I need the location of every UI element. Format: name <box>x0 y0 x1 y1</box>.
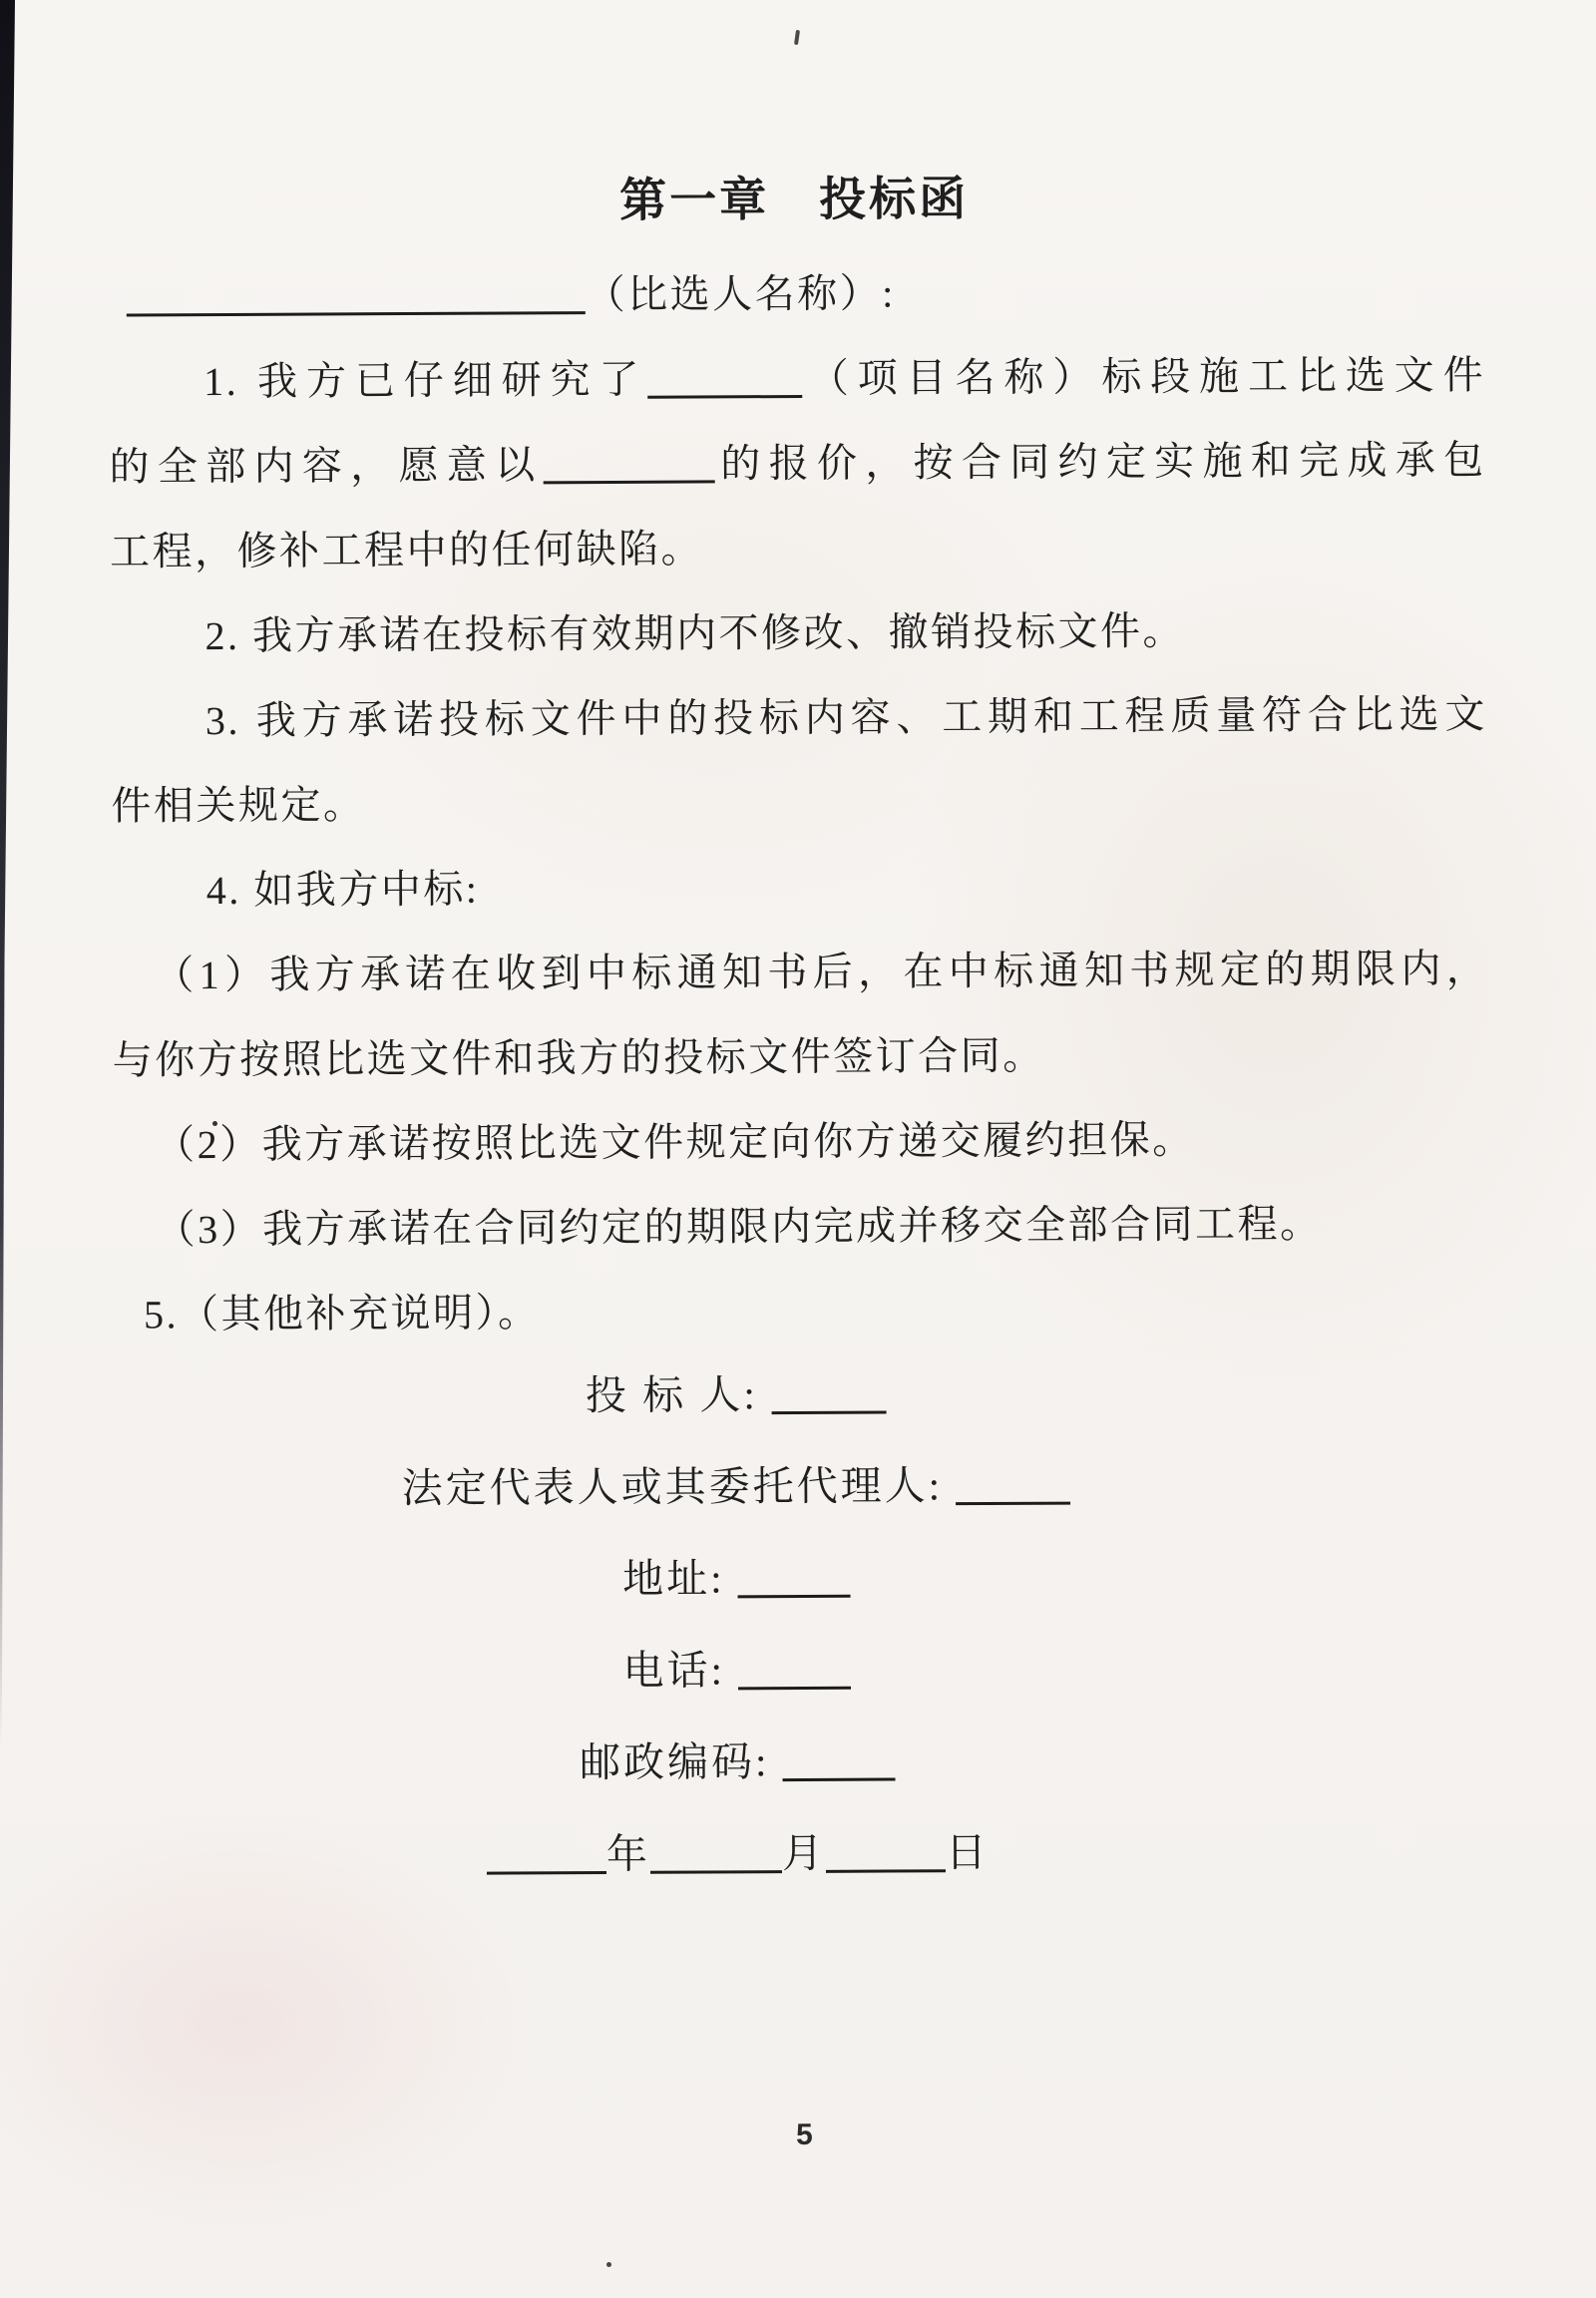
phone-label: 电话: <box>622 1647 739 1694</box>
text-segment: （项目名称）标段施工比选文件 <box>802 352 1486 401</box>
blank-agent <box>956 1494 1070 1506</box>
month-label: 月 <box>781 1829 827 1877</box>
blank-bidder <box>771 1403 886 1415</box>
signature-agent-line <box>13 1437 1459 1537</box>
address-label: 地址: <box>622 1555 738 1602</box>
blank-addressee-name <box>127 303 586 316</box>
day-label: 日 <box>945 1829 991 1876</box>
body-line-7 <box>112 841 1488 933</box>
signature-block <box>12 1345 1461 1904</box>
blank-day <box>826 1861 946 1873</box>
signature-bidder-line <box>12 1345 1458 1445</box>
body-line-8 <box>112 926 1488 1017</box>
signature-address-line <box>13 1529 1459 1629</box>
body-line-11 <box>113 1180 1489 1272</box>
page-number: 5 <box>795 2117 813 2152</box>
agent-label: 法定代表人或其委托代理人: <box>401 1462 957 1512</box>
blank-bid-price <box>544 472 715 484</box>
text-segment: 1. 我方已仔细研究了 <box>203 356 648 405</box>
text-segment: （3）我方承诺在合同约定的期限内完成并移交全部合同工程。 <box>155 1201 1323 1253</box>
year-label: 年 <box>605 1830 651 1878</box>
blank-month <box>650 1862 782 1874</box>
text-segment: 5.（其他补充说明）。 <box>143 1290 541 1338</box>
body-line-2 <box>109 417 1485 509</box>
signature-phone-line <box>14 1621 1460 1721</box>
text-segment: 2. 我方承诺在投标有效期内不修改、撤销投标文件。 <box>204 607 1186 659</box>
blank-postal <box>783 1769 896 1781</box>
blank-address <box>738 1587 851 1599</box>
blank-phone <box>738 1679 851 1691</box>
text-segment: 4. 如我方中标: <box>205 866 480 914</box>
signature-postal-line <box>14 1713 1460 1812</box>
body-line-12 <box>114 1265 1490 1356</box>
text-segment: 的报价，按合同约定实施和完成承包 <box>714 437 1486 487</box>
chapter-title: 第一章 投标函 <box>619 174 970 227</box>
blank-project-name <box>647 387 802 399</box>
salutation-label: （比选人名称）: <box>585 270 896 318</box>
postal-label: 邮政编码: <box>579 1738 783 1786</box>
body-line-9 <box>113 1010 1489 1102</box>
text-segment: （2）我方承诺按照比选文件规定向你方递交履约担保。 <box>155 1116 1195 1168</box>
text-segment: 的全部内容，愿意以 <box>109 442 544 490</box>
body-line-5 <box>111 671 1487 763</box>
signature-date-line <box>15 1804 1461 1904</box>
body-line-6 <box>111 756 1487 848</box>
text-segment: 与你方按照比选文件和我方的投标文件签订合同。 <box>112 1032 1045 1083</box>
salutation-line <box>109 247 1485 339</box>
body-line-1 <box>109 332 1485 424</box>
body-line-3 <box>110 502 1486 593</box>
body-line-10 <box>113 1095 1489 1187</box>
text-segment: 3. 我方承诺投标文件中的投标内容、工期和工程质量符合比选文 <box>204 691 1488 744</box>
body-line-4 <box>110 586 1486 678</box>
document-body <box>109 247 1491 1356</box>
blank-year <box>487 1863 606 1875</box>
text-segment: 件相关规定。 <box>111 782 366 829</box>
text-segment: 工程，修补工程中的任何缺陷。 <box>109 526 704 574</box>
bidder-label: 投 标 人: <box>585 1371 772 1419</box>
text-segment: （1）我方承诺在收到中标通知书后，在中标通知书规定的期限内， <box>154 946 1489 998</box>
